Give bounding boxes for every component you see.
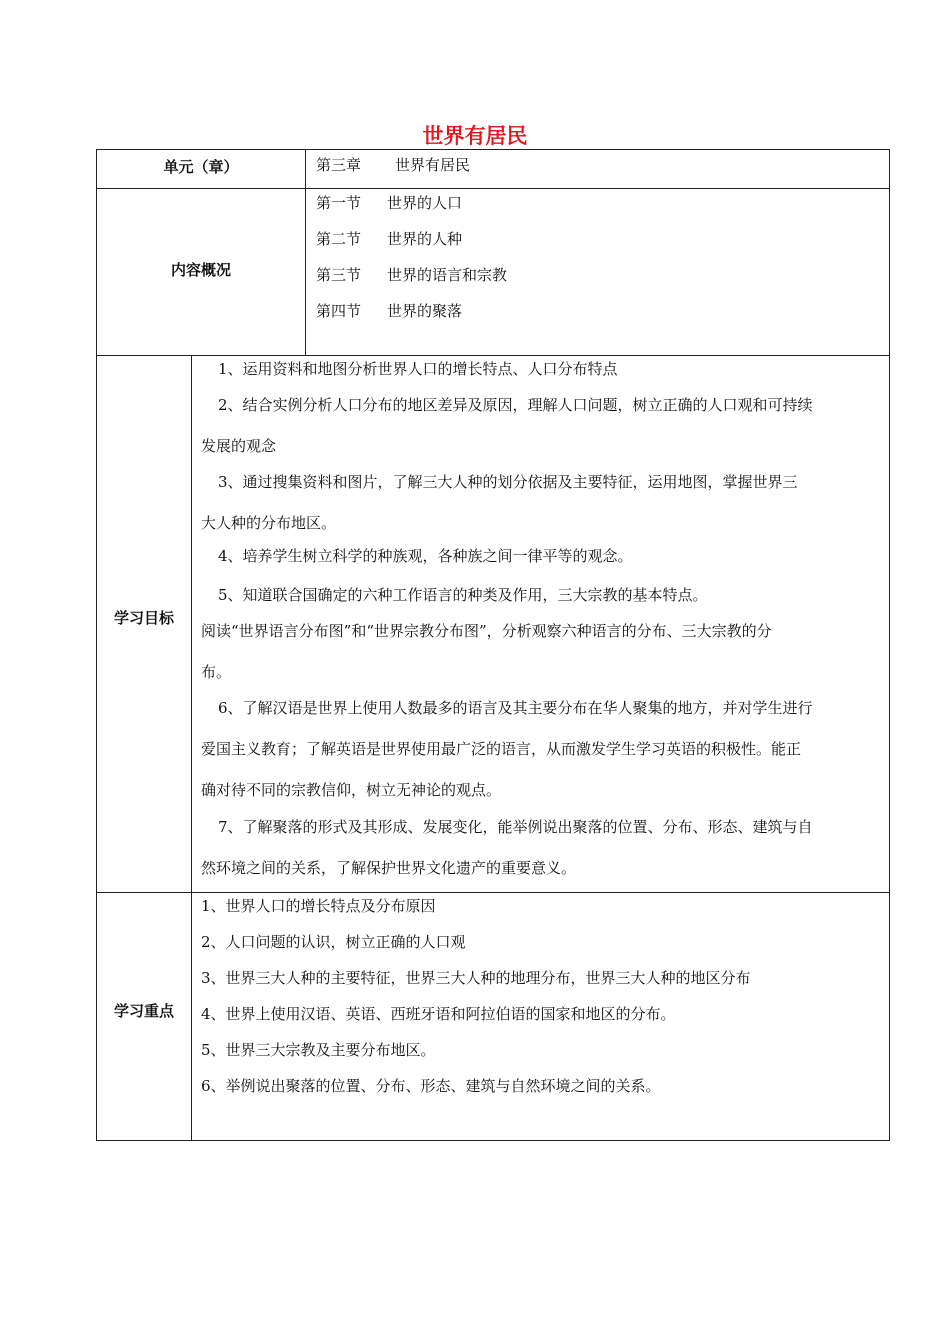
- key-point-line: 1、世界人口的增长特点及分布原因: [201, 897, 436, 915]
- chapter-cell: [316, 155, 470, 175]
- section-number: 第一节: [316, 194, 362, 212]
- row-divider: [97, 188, 889, 189]
- objectives-label: 学习目标: [113, 609, 174, 627]
- section-number: 第二节: [316, 230, 362, 248]
- unit-label: 单元（章）: [163, 158, 239, 176]
- section-number: 第四节: [316, 302, 362, 320]
- objective-line: 7、了解聚落的形式及其形成、发展变化，能举例说出聚落的位置、分布、形态、建筑与自: [218, 818, 813, 836]
- key-point-line: 6、举例说出聚落的位置、分布、形态、建筑与自然环境之间的关系。: [201, 1077, 661, 1095]
- objective-line: 2、结合实例分析人口分布的地区差异及原因，理解人口问题，树立正确的人口观和可持续: [218, 396, 813, 414]
- section-item: [316, 193, 462, 213]
- key-points-label: 学习重点: [113, 1002, 174, 1020]
- key-point-line: 5、世界三大宗教及主要分布地区。: [201, 1041, 436, 1059]
- section-name: 世界的语言和宗教: [387, 266, 508, 284]
- key-point-line: 2、人口问题的认识，树立正确的人口观: [201, 933, 466, 951]
- objective-line: 发展的观念: [201, 437, 277, 455]
- objective-line: 布。: [201, 663, 232, 681]
- overview-label: 内容概况: [170, 261, 231, 279]
- key-point-line: 3、世界三大人种的主要特征，世界三大人种的地理分布，世界三大人种的地区分布: [201, 969, 751, 987]
- section-name: 世界的人口: [387, 194, 463, 212]
- row-divider: [97, 892, 889, 893]
- objective-line: 3、通过搜集资料和图片，了解三大人种的划分依据及主要特征，运用地图，掌握世界三: [218, 473, 798, 491]
- column-divider: [305, 150, 306, 355]
- objective-line: 1、运用资料和地图分析世界人口的增长特点、人口分布特点: [218, 360, 618, 378]
- objective-line: 5、知道联合国确定的六种工作语言的种类及作用，三大宗教的基本特点。: [218, 586, 708, 604]
- chapter-name: 世界有居民: [395, 156, 471, 174]
- objective-line: 确对待不同的宗教信仰，树立无神论的观点。: [201, 781, 502, 799]
- section-item: [316, 301, 462, 321]
- section-item: [316, 265, 507, 285]
- chapter-number: 第三章: [316, 156, 362, 174]
- key-point-line: 4、世界上使用汉语、英语、西班牙语和阿拉伯语的国家和地区的分布。: [201, 1005, 676, 1023]
- objective-line: 4、培养学生树立科学的种族观，各种族之间一律平等的观念。: [218, 547, 633, 565]
- section-name: 世界的人种: [387, 230, 463, 248]
- objective-line: 然环境之间的关系，了解保护世界文化遗产的重要意义。: [201, 859, 577, 877]
- objective-line: 阅读“世界语言分布图”和“世界宗教分布图”，分析观察六种语言的分布、三大宗教的分: [201, 622, 772, 640]
- objective-line: 爱国主义教育；了解英语是世界使用最广泛的语言，从而激发学生学习英语的积极性。能正: [201, 740, 802, 758]
- column-divider: [191, 355, 192, 1141]
- objective-line: 大人种的分布地区。: [201, 514, 337, 532]
- objective-line: 6、了解汉语是世界上使用人数最多的语言及其主要分布在华人聚集的地方，并对学生进行: [218, 699, 813, 717]
- row-divider: [97, 355, 889, 356]
- section-item: [316, 229, 462, 249]
- lesson-plan-table: [96, 149, 890, 1141]
- section-number: 第三节: [316, 266, 362, 284]
- page-title: 世界有居民: [422, 124, 528, 148]
- section-name: 世界的聚落: [387, 302, 463, 320]
